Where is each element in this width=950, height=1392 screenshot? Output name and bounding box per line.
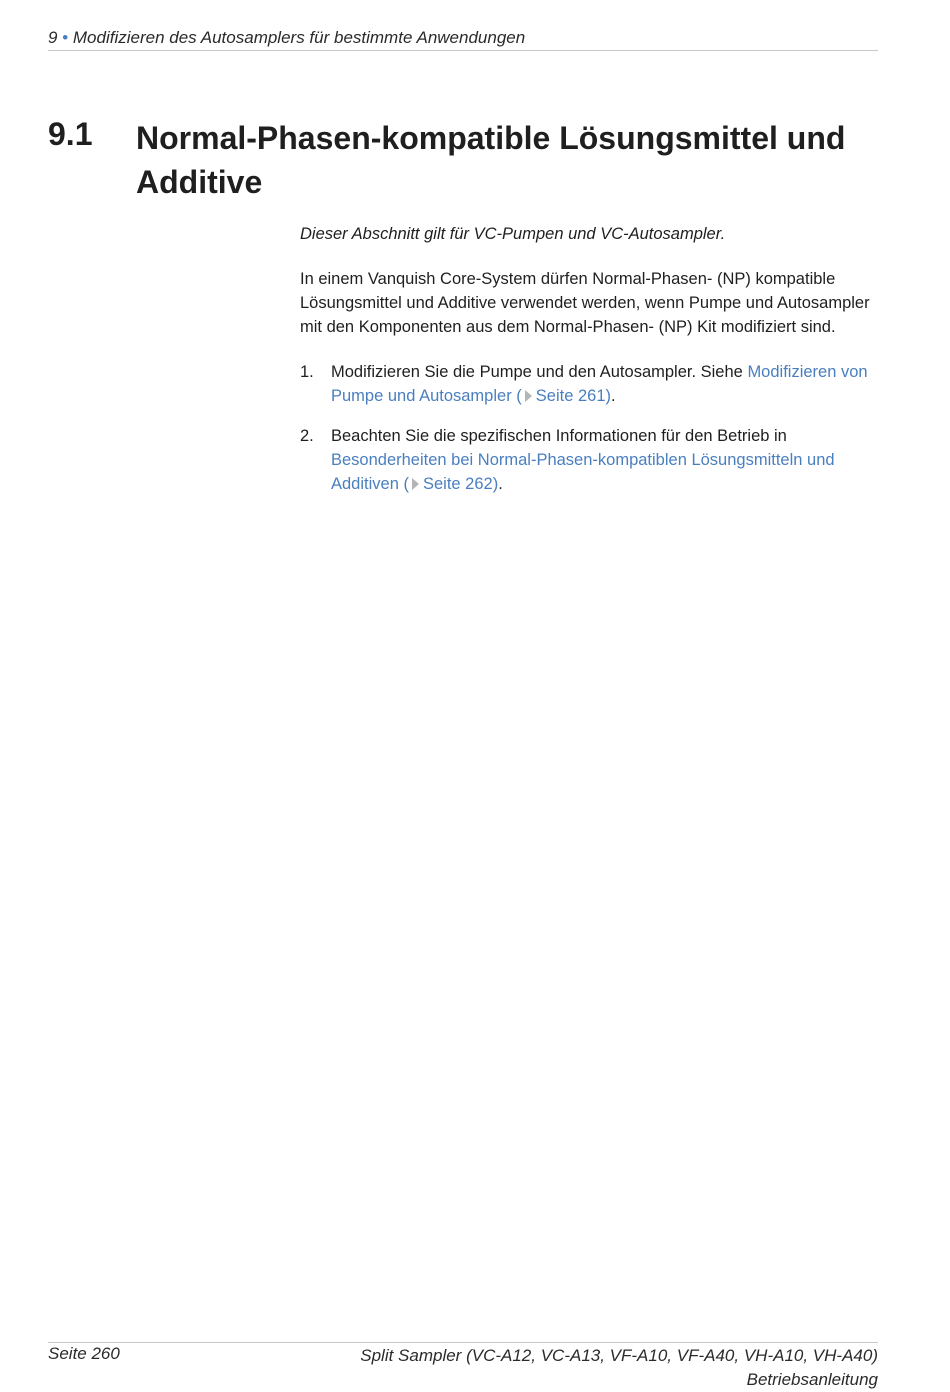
step-tail: . — [498, 475, 503, 493]
footer-divider — [48, 1342, 878, 1343]
header-chapter-number: 9 — [48, 28, 58, 47]
step-item — [300, 424, 880, 496]
link-text: Besonderheiten bei Normal-Phasen-kompatiblen Lösungsmitteln und Additiven ( — [331, 451, 835, 493]
step-text: Modifizieren Sie die Pumpe und den Autosampler. Siehe — [331, 363, 748, 381]
section-title: Normal-Phasen-kompatible Lösungsmittel und Additive — [136, 120, 846, 200]
step-text: Beachten Sie die spezifischen Informationen für den Betrieb in — [331, 427, 787, 445]
section-body — [300, 222, 880, 512]
step-list — [300, 360, 880, 496]
step-2-cross-reference-link[interactable] — [331, 451, 835, 493]
step-tail: . — [611, 387, 616, 405]
link-page: Seite 262) — [422, 475, 499, 493]
step-number: 2. — [300, 427, 314, 445]
running-header — [48, 28, 878, 51]
link-page: Seite 261) — [535, 387, 611, 405]
triangle-right-icon — [525, 390, 532, 402]
header-chapter-title: Modifizieren des Autosamplers für bestimmte Anwendungen — [72, 28, 526, 47]
step-item — [300, 360, 880, 408]
footer-doc-type: Betriebsanleitung — [746, 1370, 878, 1389]
footer-product: Split Sampler (VC-A12, VC-A13, VF-A10, VF-A40, VH-A10, VH-A40) — [360, 1346, 878, 1365]
triangle-right-icon — [412, 478, 419, 490]
section-number: 9.1 — [48, 116, 93, 152]
footer-page-number: Seite 260 — [48, 1344, 120, 1363]
step-number: 1. — [300, 363, 314, 381]
link-text: Modifizieren von Pumpe und Autosampler ( — [331, 363, 868, 405]
header-bullet: • — [62, 28, 69, 47]
applicability-note: Dieser Abschnitt gilt für VC-Pumpen und VC-Autosampler. — [300, 225, 726, 243]
footer-document-info — [360, 1344, 878, 1392]
intro-paragraph: In einem Vanquish Core-System dürfen Normal-Phasen- (NP) kompatible Lösungsmittel und Additive verwendet werden, wenn Pumpe und Autosampler mit den Komponenten aus dem Normal-Phasen- (NP) Kit modifiziert sind. — [300, 270, 870, 336]
